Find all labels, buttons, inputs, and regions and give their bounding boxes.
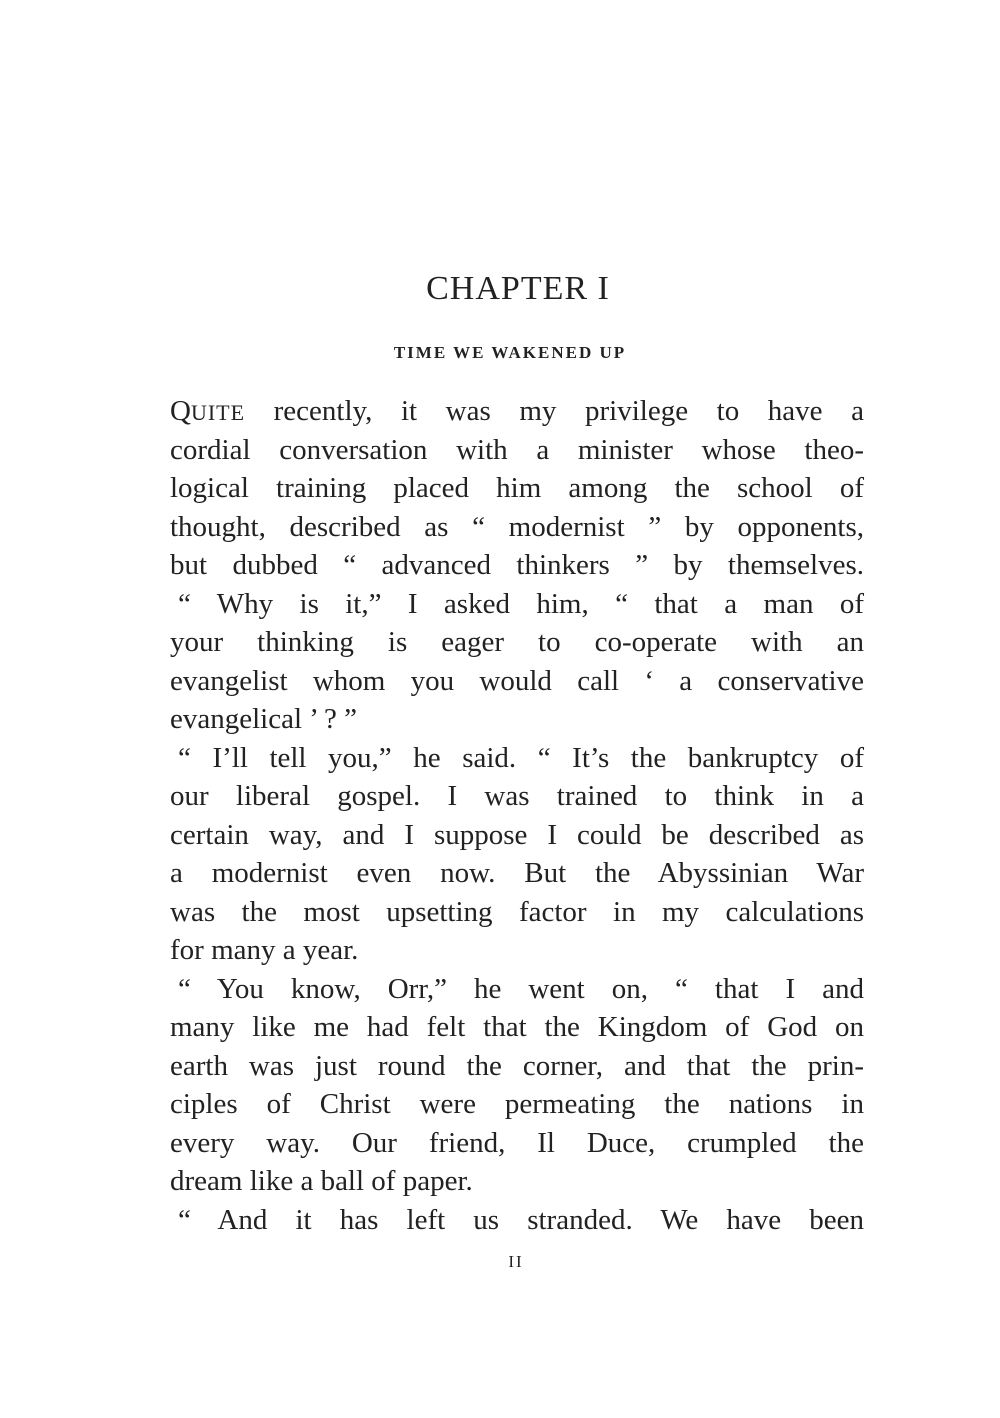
page-number: II xyxy=(508,1252,524,1271)
dropcap-first-letter: Q xyxy=(170,395,191,427)
text-line: “ You know, Orr,” he went on, “ that I and xyxy=(178,972,864,1005)
text-line xyxy=(170,392,864,431)
text-line: a modernist even now. But the Abyssinian War xyxy=(170,857,864,889)
text-line: earth was just round the corner, and that the prin- xyxy=(170,1049,864,1082)
text-line: but dubbed “ advanced thinkers ” by themselves. xyxy=(170,549,864,581)
text-line-content: recently, it was my privilege to have a xyxy=(245,395,864,427)
text-line: “ Why is it,” I asked him, “ that a man of xyxy=(178,587,864,620)
body-text xyxy=(170,392,864,1239)
text-line: for many a year. xyxy=(170,934,359,966)
text-line: your thinking is eager to co-operate with an xyxy=(170,626,864,658)
text-line: every way. Our friend, Il Duce, crumpled the xyxy=(170,1126,864,1159)
text-line: many like me had felt that the Kingdom of God on xyxy=(170,1011,864,1043)
text-line: thought, described as “ modernist ” by opponents, xyxy=(170,510,864,543)
text-line: was the most upsetting factor in my calculations xyxy=(170,895,864,928)
text-line: “ I’ll tell you,” he said. “ It’s the bankruptcy of xyxy=(178,741,864,774)
text-line: evangelist whom you would call ‘ a conservative xyxy=(170,664,864,697)
text-line: cordial conversation with a minister whose theo- xyxy=(170,433,864,466)
chapter-title: CHAPTER I xyxy=(426,270,610,307)
text-line: logical training placed him among the school of xyxy=(170,472,864,504)
chapter-subtitle: TIME WE WAKENED UP xyxy=(393,343,627,362)
dropcap-small-caps: UITE xyxy=(190,400,246,425)
text-line: dream like a ball of paper. xyxy=(170,1165,473,1197)
text-line: ciples of Christ were permeating the nations in xyxy=(170,1088,864,1120)
text-line: “ And it has left us stranded. We have been xyxy=(178,1203,864,1236)
text-line: our liberal gospel. I was trained to think in a xyxy=(170,780,864,812)
text-line: certain way, and I suppose I could be described as xyxy=(170,818,864,851)
text-line: evangelical ’ ? ” xyxy=(170,703,358,735)
